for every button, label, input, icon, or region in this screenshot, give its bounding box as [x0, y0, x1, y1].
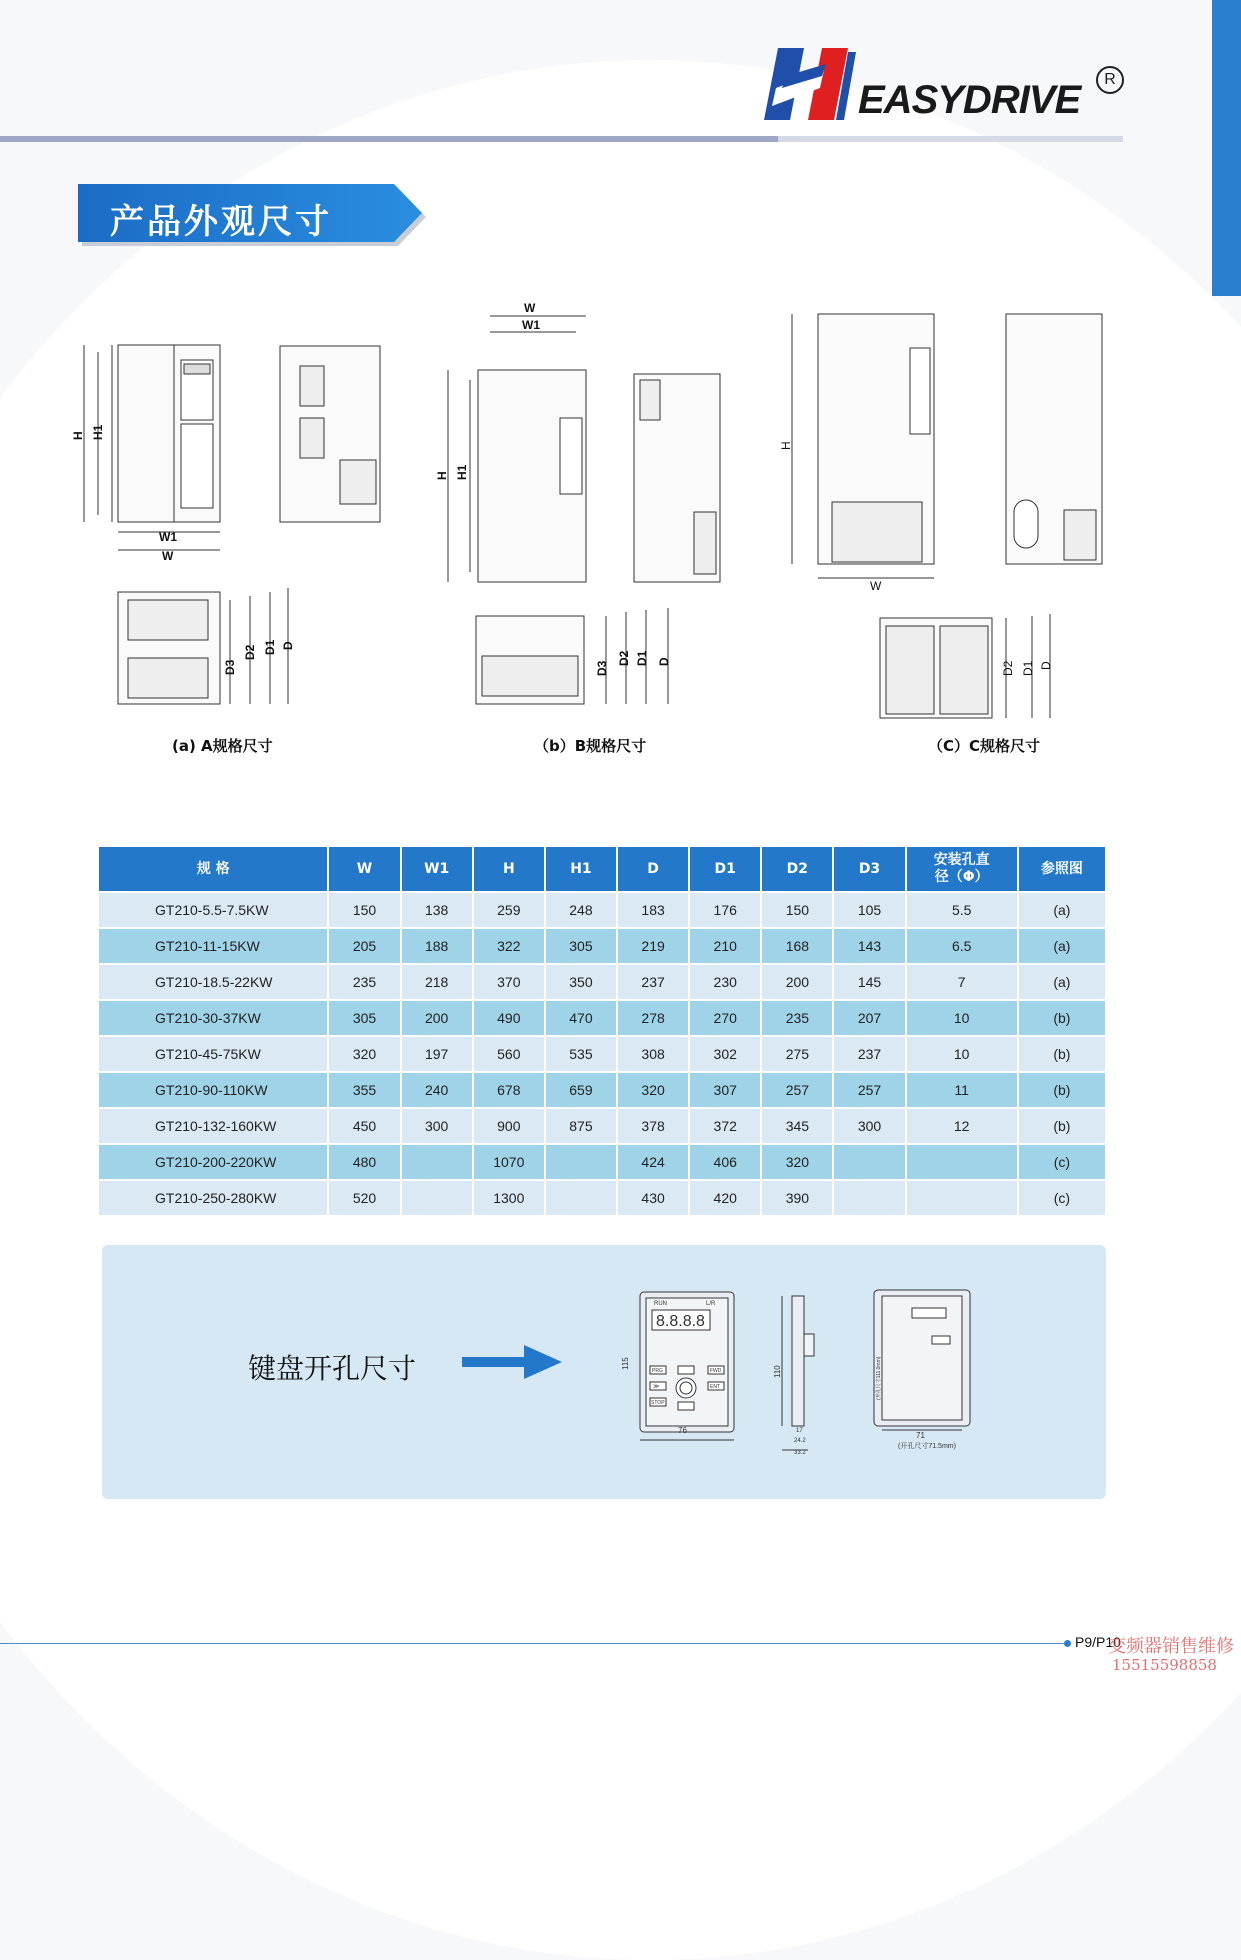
table-row: [99, 1143, 1105, 1179]
header-hole-line2: 径（Φ）: [934, 869, 989, 885]
header-w: W: [329, 847, 401, 891]
header-w1: W1: [402, 847, 474, 891]
table-cell-model: GT210-132-160KW: [99, 1107, 329, 1143]
table-cell: 197: [402, 1035, 474, 1071]
table-cell: 302: [690, 1035, 762, 1071]
table-cell: 305: [329, 999, 401, 1035]
table-cell: 370: [474, 963, 546, 999]
table-row: [99, 891, 1105, 927]
right-accent-strip: [1212, 0, 1241, 296]
table-cell: 345: [762, 1107, 834, 1143]
arrow-right-icon: [462, 1343, 562, 1381]
table-cell-model: GT210-90-110KW: [99, 1071, 329, 1107]
registered-mark: R: [1096, 66, 1124, 94]
table-header-row: [99, 847, 1105, 891]
label-c-d2: D2: [1001, 660, 1015, 676]
page-number: P9/P10: [1075, 1634, 1121, 1650]
keypad-height-label: 115: [621, 1357, 630, 1370]
label-a-d2: D2: [243, 644, 257, 660]
table-row: [99, 963, 1105, 999]
table-cell: 1070: [474, 1143, 546, 1179]
label-b-w: W: [524, 301, 536, 315]
table-cell: (a): [1019, 891, 1105, 927]
table-cell: [402, 1179, 474, 1215]
table-cell: [402, 1143, 474, 1179]
table-cell: 275: [762, 1035, 834, 1071]
drawing-b-bottom: [476, 608, 671, 704]
table-cell: 150: [329, 891, 401, 927]
drawing-a-front: [71, 345, 220, 563]
keypad-side: [773, 1296, 814, 1456]
watermark-text: 变频器销售维修: [1108, 1636, 1234, 1657]
table-cell: 320: [618, 1071, 690, 1107]
table-cell: 372: [690, 1107, 762, 1143]
table-cell: [907, 1143, 1019, 1179]
label-b-d1: D1: [635, 650, 649, 666]
table-cell: 218: [402, 963, 474, 999]
header-d2: D2: [762, 847, 834, 891]
dimension-drawings: [0, 300, 1241, 770]
label-b-h1: H1: [455, 464, 469, 480]
keypad-lr-label: L/R: [706, 1301, 716, 1307]
table-cell-model: GT210-11-15KW: [99, 927, 329, 963]
drawing-a-side: [280, 346, 380, 522]
table-cell: [834, 1143, 906, 1179]
table-cell: 430: [618, 1179, 690, 1215]
table-cell: 259: [474, 891, 546, 927]
table-cell: 900: [474, 1107, 546, 1143]
header-h1: H1: [546, 847, 618, 891]
table-cell: 168: [762, 927, 834, 963]
table-cell: 257: [762, 1071, 834, 1107]
keypad-cutout-label: 键盘开孔尺寸: [248, 1352, 417, 1385]
keypad-display: 8.8.8.8: [656, 1313, 705, 1330]
keypad-width-label: 76: [678, 1426, 687, 1435]
table-cell: 5.5: [907, 891, 1019, 927]
table-cell: 390: [762, 1179, 834, 1215]
table-row: [99, 999, 1105, 1035]
table-cell: 138: [402, 891, 474, 927]
table-cell: 322: [474, 927, 546, 963]
table-cell: 300: [402, 1107, 474, 1143]
table-cell: 150: [762, 891, 834, 927]
drawing-c-front: [779, 314, 934, 593]
keypad-cut-note: (开孔尺寸71.5mm): [898, 1443, 956, 1450]
table-cell: 378: [618, 1107, 690, 1143]
table-cell-model: GT210-30-37KW: [99, 999, 329, 1035]
header-model: 规 格: [99, 847, 329, 891]
table-cell: 560: [474, 1035, 546, 1071]
header-rule: [0, 136, 778, 142]
drawing-c-side: [1006, 314, 1102, 564]
header-rule-light: [778, 136, 1123, 142]
table-cell: [546, 1179, 618, 1215]
table-cell: 355: [329, 1071, 401, 1107]
table-row: [99, 1107, 1105, 1143]
table-cell: 300: [834, 1107, 906, 1143]
keypad-side-w3-label: 33.2: [794, 1450, 806, 1456]
section-title: 产品外观尺寸: [110, 202, 332, 242]
table-cell: 7: [907, 963, 1019, 999]
brand-name: EASYDRIVE: [858, 78, 1081, 122]
keypad-cut-height-note: (开孔尺寸111.0mm): [876, 1356, 882, 1400]
table-cell: (a): [1019, 963, 1105, 999]
table-cell-model: GT210-250-280KW: [99, 1179, 329, 1215]
table-cell: (c): [1019, 1143, 1105, 1179]
label-a-d1: D1: [263, 639, 277, 655]
label-c-d1: D1: [1021, 660, 1035, 676]
table-cell: (b): [1019, 1035, 1105, 1071]
table-cell: 11: [907, 1071, 1019, 1107]
table-cell: 183: [618, 891, 690, 927]
table-cell: 200: [762, 963, 834, 999]
label-c-d: D: [1039, 661, 1053, 670]
label-a-d: D: [281, 641, 295, 650]
table-cell: 188: [402, 927, 474, 963]
drawing-b-front: [435, 301, 586, 582]
table-cell: 520: [329, 1179, 401, 1215]
header-h: H: [474, 847, 546, 891]
keypad-drawings: [610, 1280, 990, 1460]
footer-rule: [0, 1643, 1068, 1644]
table-cell: [546, 1143, 618, 1179]
keypad-run-label: RUN: [654, 1301, 667, 1307]
table-cell: 235: [329, 963, 401, 999]
table-cell: 875: [546, 1107, 618, 1143]
header-hole-line1: 安装孔直: [933, 852, 990, 868]
table-cell: 659: [546, 1071, 618, 1107]
keypad-side-height-label: 110: [773, 1365, 782, 1378]
table-row: [99, 1179, 1105, 1215]
header-reference: 参照图: [1019, 847, 1105, 891]
table-cell: 235: [762, 999, 834, 1035]
keypad-side-w1-label: 17: [796, 1428, 803, 1434]
table-cell-model: GT210-45-75KW: [99, 1035, 329, 1071]
table-cell: 535: [546, 1035, 618, 1071]
table-cell: 350: [546, 963, 618, 999]
keypad-cut-width-label: 71: [916, 1431, 925, 1440]
label-b-w1: W1: [522, 318, 540, 332]
label-c-h: H: [779, 441, 793, 450]
table-cell: 230: [690, 963, 762, 999]
table-cell: 490: [474, 999, 546, 1035]
table-cell: 145: [834, 963, 906, 999]
table-cell: [834, 1179, 906, 1215]
table-row: [99, 1035, 1105, 1071]
label-b-d2: D2: [617, 650, 631, 666]
keypad-stop-label: STOP: [651, 1400, 665, 1406]
keypad-shift-label: ≫: [653, 1384, 660, 1390]
label-a-w: W: [162, 549, 174, 563]
watermark-phone: 15515598858: [1112, 1656, 1217, 1674]
table-cell: 200: [402, 999, 474, 1035]
table-cell: 12: [907, 1107, 1019, 1143]
table-cell: 6.5: [907, 927, 1019, 963]
table-cell: (a): [1019, 927, 1105, 963]
caption-a: (a) A规格尺寸: [172, 737, 273, 755]
table-cell: 257: [834, 1071, 906, 1107]
header-hole-diameter: [907, 847, 1019, 891]
drawing-a-bottom: [118, 588, 295, 704]
table-cell: (b): [1019, 1107, 1105, 1143]
label-a-h: H: [71, 431, 85, 440]
table-cell: 480: [329, 1143, 401, 1179]
caption-c: （C）C规格尺寸: [928, 737, 1041, 755]
table-cell: [907, 1179, 1019, 1215]
keypad-fwd-label: FWD: [710, 1368, 722, 1374]
keypad-side-w2-label: 24.2: [794, 1438, 806, 1444]
label-a-w1: W1: [159, 530, 177, 544]
header-d3: D3: [834, 847, 906, 891]
table-cell: 307: [690, 1071, 762, 1107]
table-cell: 143: [834, 927, 906, 963]
table-cell-model: GT210-200-220KW: [99, 1143, 329, 1179]
table-cell-model: GT210-18.5-22KW: [99, 963, 329, 999]
table-cell: 320: [762, 1143, 834, 1179]
table-cell: 10: [907, 1035, 1019, 1071]
table-cell: 176: [690, 891, 762, 927]
table-cell-model: GT210-5.5-7.5KW: [99, 891, 329, 927]
table-cell: 207: [834, 999, 906, 1035]
drawing-b-side: [634, 374, 720, 582]
table-cell: 450: [329, 1107, 401, 1143]
keypad-prg-label: PRG: [652, 1368, 663, 1374]
header-d: D: [618, 847, 690, 891]
label-b-d3: D3: [595, 660, 609, 676]
header-d1: D1: [690, 847, 762, 891]
spec-table: [99, 847, 1105, 1215]
label-a-d3: D3: [223, 659, 237, 675]
table-cell: 210: [690, 927, 762, 963]
table-cell: 308: [618, 1035, 690, 1071]
label-a-h1: H1: [91, 424, 105, 440]
table-cell: 237: [618, 963, 690, 999]
keypad-ent-label: ENT: [710, 1384, 720, 1390]
table-row: [99, 1071, 1105, 1107]
table-cell: 278: [618, 999, 690, 1035]
table-cell: 248: [546, 891, 618, 927]
table-cell: 270: [690, 999, 762, 1035]
table-cell: (b): [1019, 1071, 1105, 1107]
table-cell: 678: [474, 1071, 546, 1107]
table-cell: (b): [1019, 999, 1105, 1035]
keypad-front: [621, 1292, 734, 1440]
table-cell: 240: [402, 1071, 474, 1107]
table-cell: 424: [618, 1143, 690, 1179]
label-b-d: D: [657, 657, 671, 666]
label-c-w: W: [870, 579, 882, 593]
table-cell: 420: [690, 1179, 762, 1215]
keypad-back: [874, 1290, 970, 1450]
table-cell: 105: [834, 891, 906, 927]
table-cell: 205: [329, 927, 401, 963]
table-cell: 406: [690, 1143, 762, 1179]
label-b-h: H: [435, 471, 449, 480]
footer-dot-icon: [1064, 1640, 1071, 1647]
table-cell: 1300: [474, 1179, 546, 1215]
table-cell: 10: [907, 999, 1019, 1035]
table-cell: 470: [546, 999, 618, 1035]
caption-b: （b）B规格尺寸: [534, 737, 647, 755]
table-cell: 305: [546, 927, 618, 963]
table-cell: 320: [329, 1035, 401, 1071]
table-cell: 219: [618, 927, 690, 963]
drawing-c-bottom: [880, 614, 1053, 718]
table-row: [99, 927, 1105, 963]
table-cell: (c): [1019, 1179, 1105, 1215]
table-cell: 237: [834, 1035, 906, 1071]
